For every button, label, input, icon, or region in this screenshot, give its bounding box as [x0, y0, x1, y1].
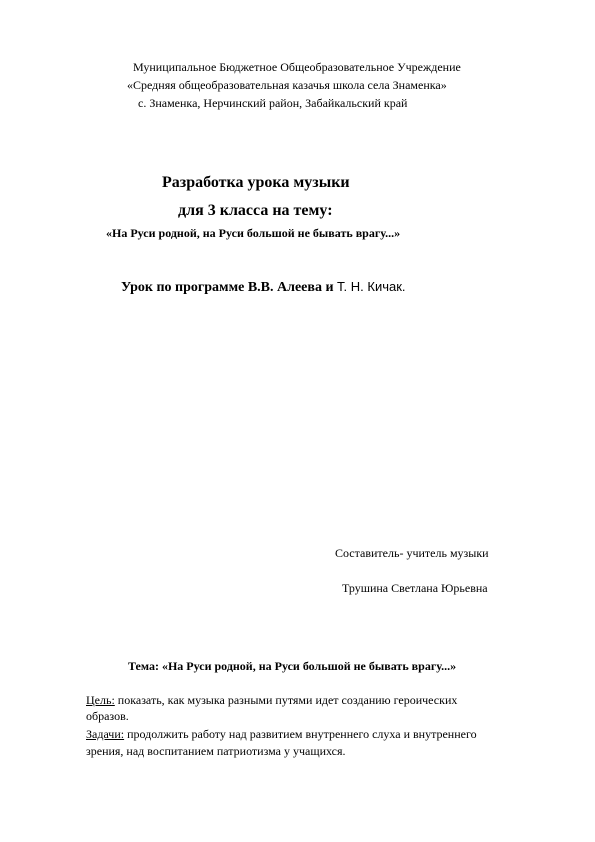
school-address-line: с. Знаменка, Нерчинский район, Забайкальский край — [138, 96, 408, 110]
lesson-subtitle: «На Руси родной, на Руси большой не бывать врагу...» — [106, 226, 401, 240]
school-name-line-2: «Средняя общеобразовательная казачья школа села Знаменка» — [127, 78, 447, 92]
tasks-text-1: продолжить работу над развитием внутреннего слуха и внутреннего — [124, 727, 477, 741]
school-name-line-1: Муниципальное Бюджетное Общеобразовательное Учреждение — [133, 60, 461, 74]
goal-line-1 — [86, 693, 457, 708]
tasks-label: Задачи: — [86, 727, 125, 741]
document-title-line-1: Разработка урока музыки — [162, 174, 350, 191]
goal-text-2: образов. — [86, 709, 129, 723]
program-author: Т. Н. Кичак. — [337, 279, 406, 294]
document-title-line-2: для 3 класса на тему: — [178, 202, 333, 219]
tasks-text-2: зрения, над воспитанием патриотизма у учащихся. — [86, 744, 346, 758]
program-line — [121, 279, 406, 297]
goal-text-1: показать, как музыка разными путями идет созданию героических — [114, 693, 458, 707]
lesson-topic: Тема: «На Руси родной, на Руси большой не бывать врагу...» — [128, 659, 457, 673]
goal-label: Цель: — [86, 693, 115, 707]
program-prefix: Урок по программе В.В. Алеева и — [121, 280, 334, 295]
tasks-line-1 — [86, 727, 477, 742]
compiler-role: Составитель- учитель музыки — [335, 546, 489, 560]
compiler-name: Трушина Светлана Юрьевна — [342, 581, 488, 595]
